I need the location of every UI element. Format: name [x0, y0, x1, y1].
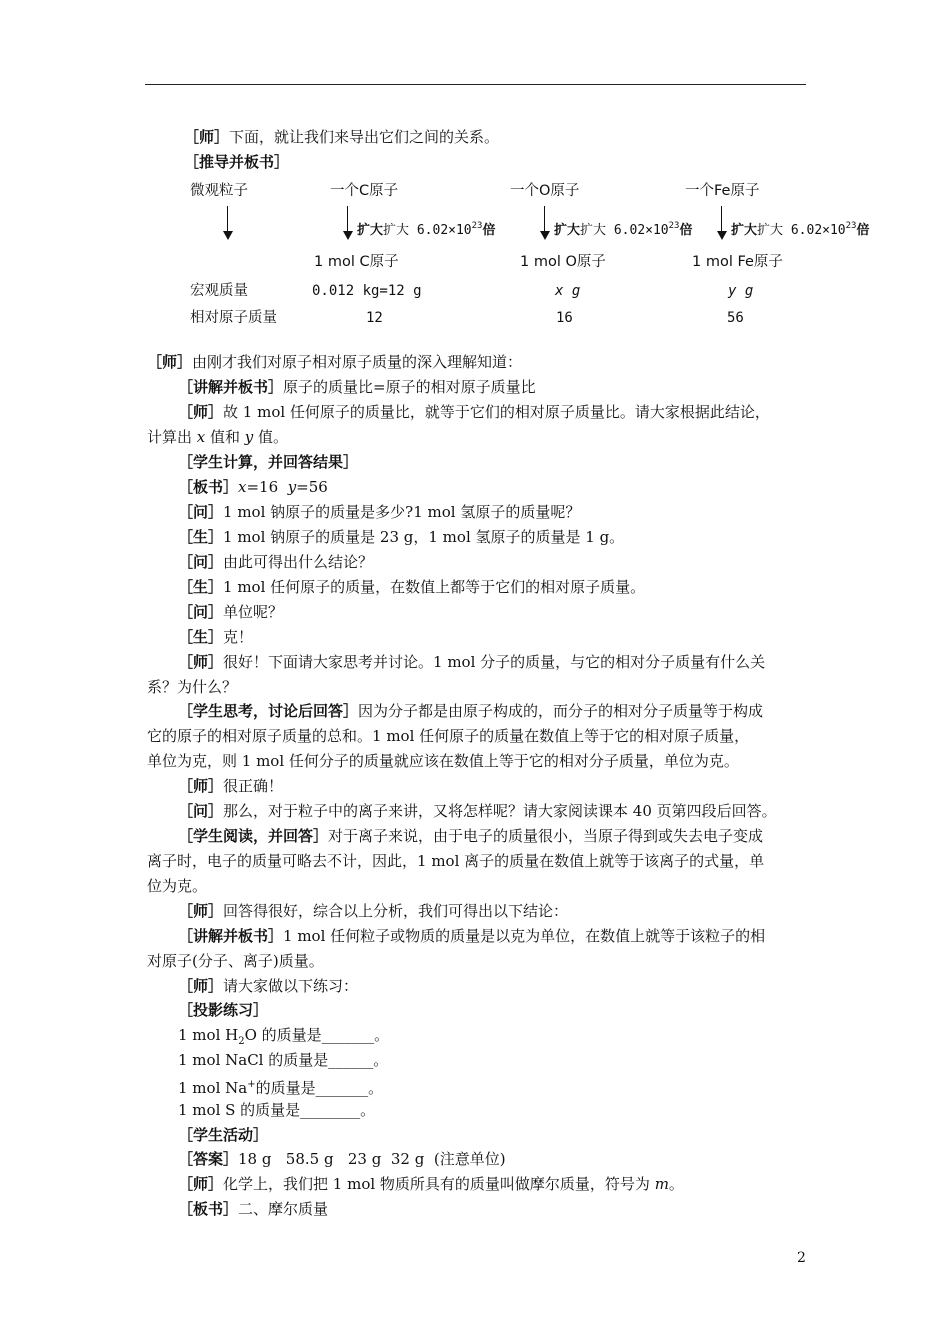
paragraph: ［师］化学上，我们把 1 mol 物质所具有的质量叫做摩尔质量，符号为 m。: [178, 1175, 684, 1193]
paragraph: [178, 377, 536, 397]
paragraph: [178, 976, 358, 996]
paragraph: [178, 452, 358, 472]
line-text: 回答得很好，综合以上分析，我们可得出以下结论：: [223, 902, 569, 920]
paragraph: [178, 701, 763, 721]
line-text: 由此可得出什么结论？: [223, 553, 374, 571]
section-tag: ［推导并板书］: [184, 153, 290, 171]
speaker-tag: ［师］: [178, 777, 224, 795]
paragraph: [178, 826, 763, 846]
macro-mass-value: y g: [728, 283, 754, 299]
speaker-tag: ［师］: [178, 653, 224, 671]
paragraph: [178, 527, 624, 547]
expand-label: 扩大扩大 $6.02\times 10^{23}$倍: [357, 221, 496, 238]
header-rule: [145, 84, 806, 85]
paragraph: [178, 502, 580, 522]
paragraph: ［板书］x=16 y=56: [178, 478, 328, 496]
paragraph: [147, 352, 522, 372]
relative-mass-value: 56: [727, 310, 744, 326]
intro-line-1: [184, 127, 499, 147]
exercise-item: 1 mol Na+的质量是_______。: [178, 1079, 384, 1097]
section-tag: ［学生阅读，并回答］: [178, 827, 329, 845]
speaker-tag: ［生］: [178, 528, 224, 546]
mol-label: 1 mol Fe原子: [692, 254, 783, 270]
speaker-tag: ［师］: [178, 1175, 224, 1193]
relative-mass-label: 相对原子质量: [190, 310, 277, 326]
expand-label: 扩大扩大 $6.02\times 10^{23}$倍: [731, 221, 870, 238]
relative-mass-value: 12: [366, 310, 383, 326]
speaker-tag: ［生］: [178, 578, 224, 596]
speaker-tag: ［生］: [178, 628, 224, 646]
particle-label: 一个Fe原子: [685, 183, 760, 199]
line-text: 由刚才我们对原子相对原子质量的深入理解知道：: [192, 353, 523, 371]
page-number: 2: [797, 1250, 806, 1266]
paragraph: [178, 652, 765, 672]
line-text: 因为分子都是由原子构成的，而分子的相对分子质量等于构成: [358, 702, 764, 720]
section-tag: ［学生计算，并回答结果］: [178, 453, 359, 471]
speaker-tag: ［师］: [178, 403, 224, 421]
line-text: 请大家做以下练习：: [223, 977, 359, 995]
speaker-tag: ［师］: [178, 902, 224, 920]
paragraph-continuation: 位为克。: [147, 877, 208, 895]
paragraph: [178, 552, 373, 572]
section-tag: ［讲解并板书］: [178, 927, 284, 945]
paragraph: [178, 1000, 268, 1020]
paragraph: [178, 402, 770, 422]
line-text: 1 mol 任何原子的质量，在数值上都等于它们的相对原子质量。: [223, 578, 646, 596]
paragraph: [178, 1199, 328, 1219]
line-text: 单位呢？: [223, 603, 284, 621]
line-text: 下面，就让我们来导出它们之间的关系。: [229, 128, 500, 146]
paragraph: [178, 776, 283, 796]
line-text: 很好！下面请大家思考并讨论。1 mol 分子的质量，与它的相对分子质量有什么关: [223, 653, 766, 671]
paragraph-continuation: 它的原子的相对原子质量的总和。1 mol 任何原子的质量在数值上等于它的相对原子质量，: [147, 727, 750, 745]
exercise-item: 1 mol $H_2O$ 的质量是_______。: [178, 1026, 390, 1047]
macro-mass-value: x g: [555, 283, 581, 299]
line-text: 克！: [223, 628, 254, 646]
line-text: 很正确！: [223, 777, 284, 795]
paragraph: [178, 926, 765, 946]
exercise-item: 1 mol NaCl 的质量是______。: [178, 1051, 389, 1069]
speaker-tag: ［师］: [147, 353, 193, 371]
line-text: 原子的质量比=原子的相对原子质量比: [283, 378, 536, 396]
speaker-tag: ［问］: [178, 603, 224, 621]
mol-label: 1 mol O原子: [520, 254, 606, 270]
speaker-tag: ［问］: [178, 802, 224, 820]
paragraph: [178, 801, 777, 821]
section-tag: ［投影练习］: [178, 1001, 269, 1019]
particle-label: 一个O原子: [510, 183, 580, 199]
line-text: 18 g 58.5 g 23 g 32 g (注意单位): [238, 1150, 506, 1168]
section-tag: ［学生思考，讨论后回答］: [178, 702, 359, 720]
paragraph: [178, 577, 645, 597]
line-text: 二、摩尔质量: [238, 1200, 329, 1218]
paragraph-continuation: 系？为什么？: [147, 678, 238, 696]
paragraph: [178, 627, 253, 647]
speaker-tag: ［答案］: [178, 1150, 239, 1168]
line-text: 1 mol 任何粒子或物质的质量是以克为单位，在数值上就等于该粒子的相: [283, 927, 766, 945]
line-text: 那么，对于粒子中的离子来讲，又将怎样呢？请大家阅读课本 40 页第四段后回答。: [223, 802, 777, 820]
paragraph-continuation: 离子时，电子的质量可略去不计，因此，1 mol 离子的质量在数值上就等于该离子的式量，单: [147, 852, 765, 870]
speaker-tag: ［问］: [178, 503, 224, 521]
micro-label: 微观粒子: [190, 183, 248, 199]
paragraph-continuation: 计算出 x 值和 y 值。: [147, 428, 289, 446]
speaker-tag: ［板书］: [178, 1200, 239, 1218]
paragraph: [178, 1149, 506, 1169]
paragraph: [178, 1125, 268, 1145]
expand-label: 扩大扩大 $6.02\times 10^{23}$倍: [554, 221, 693, 238]
macro-mass-label: 宏观质量: [190, 283, 248, 299]
line-text: 1 mol 钠原子的质量是多少?1 mol 氢原子的质量呢？: [223, 503, 581, 521]
line-text: 故 1 mol 任何原子的质量比，就等于它们的相对原子质量比。请大家根据此结论，: [223, 403, 770, 421]
macro-mass-value: 0.012 kg=12 g: [312, 283, 422, 299]
speaker-tag: ［师］: [178, 977, 224, 995]
paragraph: [178, 901, 568, 921]
speaker-tag: ［板书］: [178, 478, 239, 496]
paragraph: [178, 602, 283, 622]
intro-line-2: [184, 152, 289, 172]
exercise-item: 1 mol S 的质量是________。: [178, 1101, 376, 1119]
paragraph-continuation: 单位为克，则 1 mol 任何分子的质量就应该在数值上等于它的相对分子质量，单位为克。: [147, 752, 739, 770]
particle-label: 一个C原子: [330, 183, 399, 199]
speaker-tag: ［讲解并板书］: [178, 378, 284, 396]
mol-label: 1 mol C原子: [314, 254, 399, 270]
line-text: 1 mol 钠原子的质量是 23 g，1 mol 氢原子的质量是 1 g。: [223, 528, 625, 546]
speaker-tag: ［师］: [184, 128, 230, 146]
paragraph-continuation: 对原子(分子、离子)质量。: [147, 952, 324, 970]
relative-mass-value: 16: [556, 310, 573, 326]
section-tag: ［学生活动］: [178, 1126, 269, 1144]
line-text: 对于离子来说，由于电子的质量很小，当原子得到或失去电子变成: [328, 827, 764, 845]
speaker-tag: ［问］: [178, 553, 224, 571]
